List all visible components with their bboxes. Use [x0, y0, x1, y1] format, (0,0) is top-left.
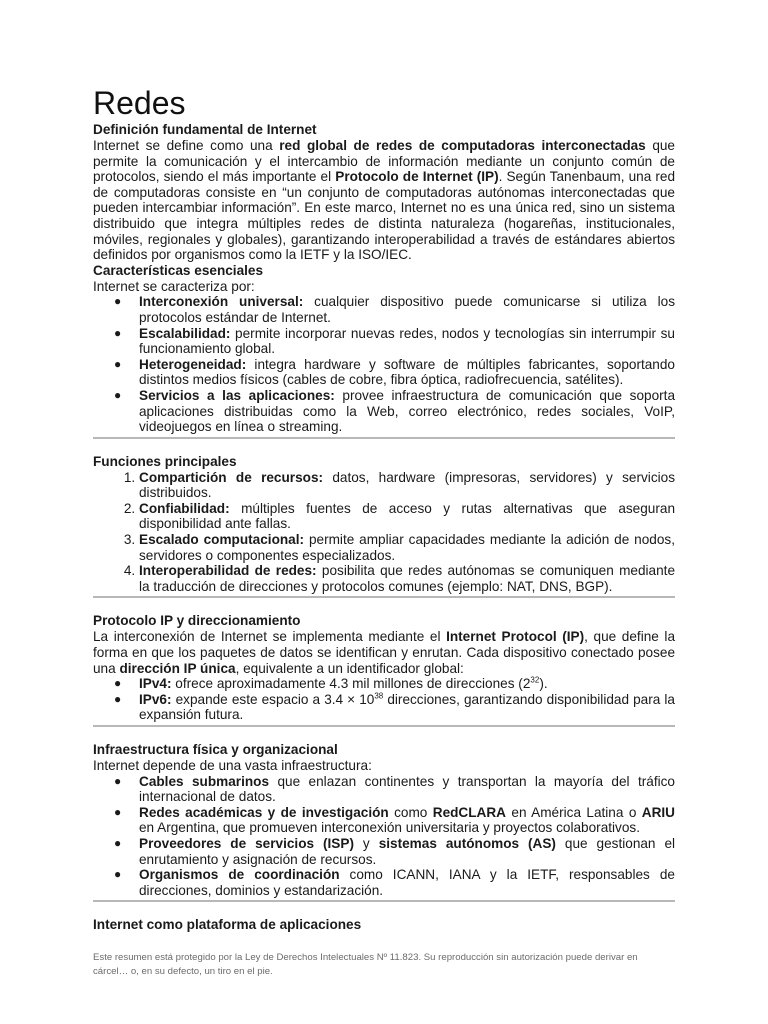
bold-run: RedCLARA: [432, 804, 507, 820]
section-heading-protocolo-ip: Protocolo IP y direccionamiento: [93, 613, 301, 629]
text-run: La interconexión de Internet se implementa mediante el: [93, 629, 447, 645]
text-run: . Según Tanenbaum, una red de computadoras consiste en “un conjunto de computadoras autónomas interconectadas que pueden intercambiar información”. En este marco, Internet no es una única red, sino un sistema distribuido que integra múltiples redes de distinta naturaleza (hogareñas, institucionales, móviles, regionales y globales), garantizando interoperabilidad a través de estándares abiertos definidos por organismos como la IETF y la ISO/IEC.: [93, 169, 676, 263]
section-heading-definicion: Definición fundamental de Internet: [93, 122, 317, 137]
text-run: como: [388, 804, 433, 820]
text-run: en Argentina, que promueven interconexión universitaria y proyectos colaborativos.: [139, 820, 640, 836]
bold-run: Confiabilidad:: [139, 500, 230, 516]
bold-run: Proveedores de servicios (ISP): [139, 835, 354, 851]
text-run: y: [353, 835, 379, 851]
bold-run: IPv4:: [139, 676, 172, 692]
bold-run: Servicios a las aplicaciones:: [139, 387, 335, 403]
text-run: , equivalente a un identificador global:: [235, 660, 464, 676]
section-divider: [93, 725, 675, 727]
section-heading-plataforma: Internet como plataforma de aplicaciones: [93, 917, 362, 933]
text-run: cualquier dispositivo puede comunicarse si utiliza los protocolos estándar de Internet.: [139, 294, 675, 325]
bold-run: Escalabilidad:: [139, 325, 231, 341]
bold-run: ARIU: [641, 804, 675, 820]
document-title: Redes: [93, 85, 186, 121]
bold-run: Organismos de coordinación: [139, 867, 340, 883]
list-item: [139, 774, 675, 805]
text-run: posibilita que redes autónomas se comuniquen mediante la traducción de direcciones y protocolos comunes (ejemplo: NAT, DNS, BGP).: [139, 563, 676, 594]
list-item: [139, 867, 675, 898]
paragraph-protocolo-ip: [93, 629, 675, 676]
bold-run: red global de redes de computadoras interconectadas: [279, 138, 646, 153]
list-item: [139, 501, 675, 532]
bold-run: Cables submarinos: [139, 773, 270, 789]
text-run: en América Latina o: [506, 804, 642, 820]
list-item: [139, 563, 675, 594]
superscript: 32: [530, 675, 540, 685]
paragraph-infraestructura-intro: Internet depende de una vasta infraestructura:: [93, 758, 372, 773]
text-run: que enlazan continentes y transportan la mayoría del tráfico internacional de datos.: [139, 773, 675, 805]
list-item-ipv4: [139, 676, 675, 692]
text-run: expande este espacio a 3.4 × 10: [171, 691, 375, 707]
text-run: datos, hardware (impresoras, servidores) y servicios distribuidos.: [139, 469, 676, 501]
text-run: permite ampliar capacidades mediante la adición de nodos, servidores o componentes especializados.: [139, 532, 675, 563]
text-run: Internet se define como una: [93, 138, 280, 153]
paragraph-definicion: [93, 138, 675, 263]
text-run: integra hardware y software de múltiples fabricantes, soportando distintos medios físicos (cables de cobre, fibra óptica, radiofrecuencia, satélites).: [139, 356, 675, 388]
list-item: [139, 294, 675, 325]
footer-disclaimer: Este resumen está protegido por la Ley de Derechos Intelectuales Nº 11.823. Su reproducción sin autorización puede derivar en cárcel… o, en su defecto, un tiro en el pie.: [93, 952, 638, 977]
bold-run: Interoperabilidad de redes:: [139, 563, 317, 579]
bold-run: Escalado computacional:: [139, 532, 305, 548]
list-item: [139, 388, 675, 435]
text-run: que permite la comunicación y el intercambio de información mediante un conjunto común de protocolos, siendo el más importante el: [93, 138, 675, 185]
text-run: que gestionan el enrutamiento y asignación de recursos.: [139, 835, 676, 867]
list-item: [139, 357, 675, 388]
section-divider: [93, 437, 675, 439]
bold-run: Internet Protocol (IP): [446, 629, 585, 645]
section-heading-infraestructura: Infraestructura física y organizacional: [93, 742, 338, 757]
superscript: 38: [374, 691, 384, 701]
section-heading-funciones: Funciones principales: [93, 453, 237, 469]
text-run: ofrece aproximadamente 4.3 mil millones de direcciones (2: [171, 676, 531, 692]
bold-run: Heterogeneidad:: [139, 356, 247, 372]
text-run: múltiples fuentes de acceso y rutas alternativas que aseguran disponibilidad ante fallas.: [139, 500, 675, 532]
list-infraestructura: [93, 774, 675, 899]
list-caracteristicas: [93, 294, 675, 434]
bold-run: dirección IP única: [119, 660, 236, 676]
section-heading-caracteristicas: Características esenciales: [93, 262, 264, 278]
paragraph-caracteristicas-intro: Internet se caracteriza por:: [93, 278, 255, 294]
text-run: permite incorporar nuevas redes, nodos y tecnologías sin interrumpir su funcionamiento global.: [139, 325, 675, 357]
bold-run: sistemas autónomos (AS): [378, 835, 556, 851]
section-divider: [93, 900, 675, 902]
list-item: [139, 532, 675, 563]
text-run: direcciones, garantizando disponibilidad para la expansión futura.: [139, 691, 675, 723]
list-item: [139, 470, 675, 501]
bold-run: IPv6:: [139, 691, 172, 707]
list-item: [139, 805, 675, 836]
bold-run: Protocolo de Internet (IP): [335, 169, 499, 185]
text-run: como ICANN, IANA y la IETF, responsables de direcciones, dominios y estandarización.: [139, 867, 675, 898]
list-item-ipv6: [139, 692, 675, 723]
section-divider: [93, 596, 675, 598]
text-run: , que define la forma en que los paquetes de datos se identifican y enrutan. Cada dispositivo conectado posee una: [93, 629, 676, 676]
bold-run: Interconexión universal:: [139, 294, 304, 310]
list-ip-versions: [93, 676, 675, 723]
list-funciones: [93, 470, 675, 595]
list-item: [139, 836, 675, 867]
bold-run: Redes académicas y de investigación: [139, 804, 389, 820]
list-item: [139, 326, 675, 357]
text-run: ).: [539, 676, 548, 692]
text-run: provee infraestructura de comunicación que soporta aplicaciones distribuidas como la Web, correo electrónico, redes sociales, VoIP, videojuegos en línea o streaming.: [139, 387, 675, 435]
bold-run: Compartición de recursos:: [139, 469, 324, 485]
